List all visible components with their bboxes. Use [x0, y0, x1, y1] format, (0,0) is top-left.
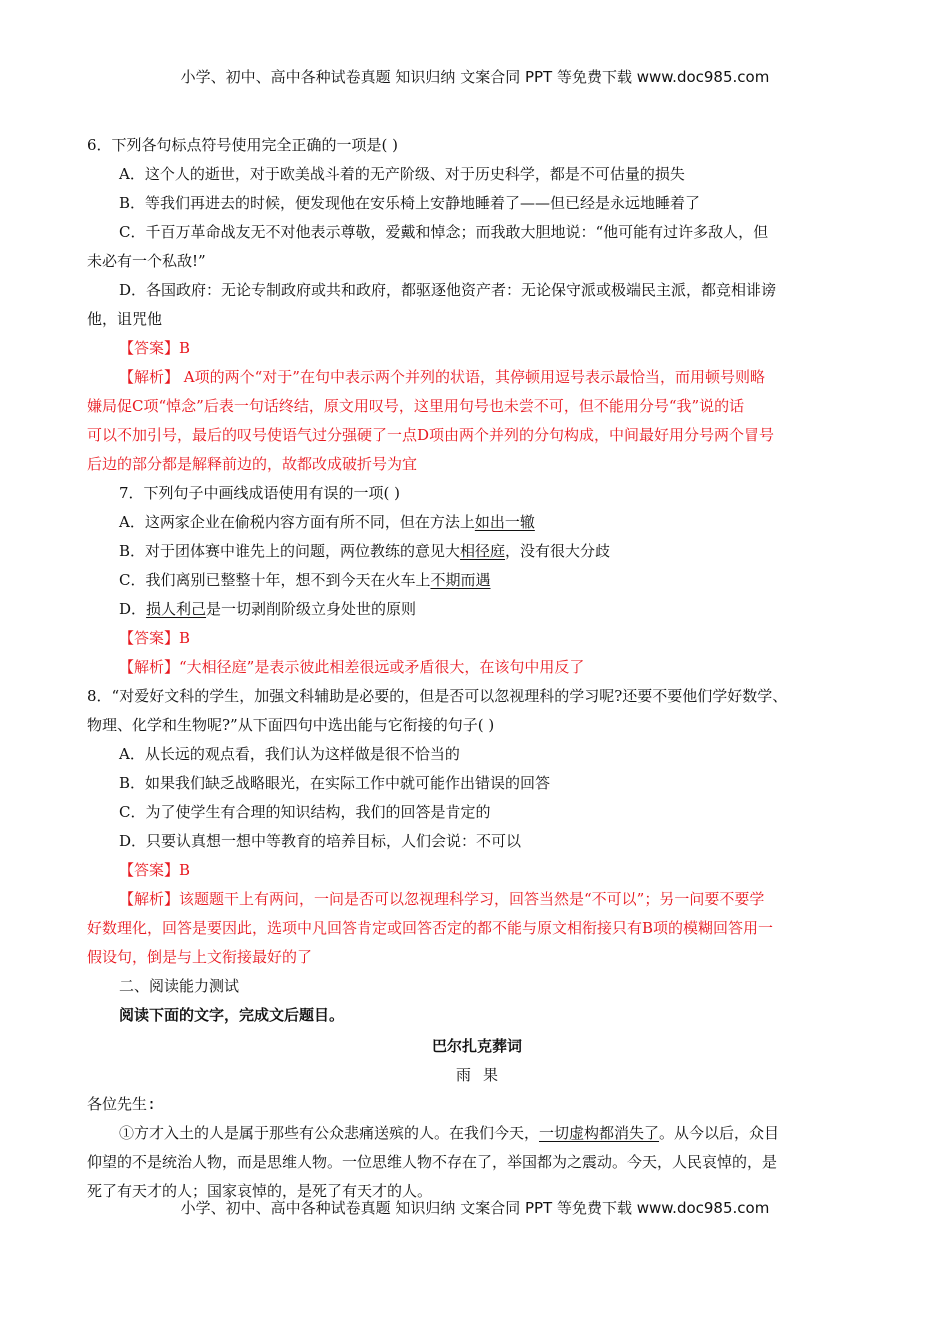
analysis-text: A项的两个“对于”在句中表示两个并列的状语，其停顿用逗号表示最恰当，而用顿号则略 — [179, 368, 765, 386]
q8-option-d: D．只要认真想一想中等教育的培养目标，人们会说：不可以 — [119, 832, 522, 850]
answer-value: B — [179, 861, 191, 879]
option-text: A．这两家企业在偷税内容方面有所不同，但在方法上 — [119, 513, 475, 531]
passage-text: ①方才入土的人是属于那些有公众悲痛送殡的人。在我们今天， — [119, 1124, 540, 1142]
answer-value: B — [179, 339, 191, 357]
option-text-tail: 是一切剥削阶级立身处世的原则 — [206, 600, 417, 618]
answer-label: 【答案】 — [119, 629, 180, 647]
q6-option-b: B．等我们再进去的时候，便发现他在安乐椅上安静地睡着了——但已经是永远地睡着了 — [119, 194, 701, 212]
q6-option-c-cont: 未必有一个私敌!” — [87, 252, 206, 270]
answer-label: 【答案】 — [119, 861, 180, 879]
analysis-label: 【解析】 — [119, 658, 180, 676]
passage-salutation: 各位先生: — [87, 1095, 157, 1113]
analysis-label: 【解析】 — [119, 368, 180, 386]
q7-answer — [87, 624, 867, 653]
passage-paragraph-1 — [87, 1119, 867, 1148]
q8-answer — [87, 856, 867, 885]
q7-analysis — [87, 653, 867, 682]
q8-option-b: B．如果我们缺乏战略眼光，在实际工作中就可能作出错误的回答 — [119, 774, 551, 792]
q6-stem: 6．下列各句标点符号使用完全正确的一项是( ) — [87, 136, 399, 154]
q6-analysis-2: 嫌局促C项“悼念”后表一句话终结，原文用叹号，这里用句号也未尝不可，但不能用分号“我”说的话 — [87, 397, 745, 415]
reading-instruction: 阅读下面的文字，完成文后题目。 — [119, 1006, 345, 1024]
q6-analysis-3: 可以不加引号，最后的叹号使语气过分强硬了一点D项由两个并列的分句构成，中间最好用分号两个冒号 — [87, 426, 775, 444]
underlined-phrase: 一切虚构都消失了 — [539, 1124, 660, 1142]
underlined-idiom: 损人利己 — [146, 600, 207, 618]
q7-option-a — [87, 508, 867, 537]
q7-option-c — [87, 566, 867, 595]
answer-value: B — [179, 629, 191, 647]
q6-analysis — [87, 363, 867, 392]
answer-label: 【答案】 — [119, 339, 180, 357]
q8-stem-cont: 物理、化学和生物呢?”从下面四句中选出能与它衔接的句子( ) — [87, 716, 495, 734]
q8-option-c: C．为了使学生有合理的知识结构，我们的回答是肯定的 — [119, 803, 491, 821]
passage-text-tail: 。从今以后，众目 — [659, 1124, 780, 1142]
q6-analysis-4: 后边的部分都是解释前边的，故都改成破折号为宜 — [87, 455, 418, 473]
q7-option-b — [87, 537, 867, 566]
option-text: D． — [119, 600, 147, 618]
q6-option-c: C．千百万革命战友无不对他表示尊敬，爱戴和悼念；而我敢大胆地说：“他可能有过许多敌人，但 — [119, 223, 769, 241]
q6-answer — [87, 334, 867, 363]
q6-option-d: D．各国政府：无论专制政府或共和政府，都驱逐他资产者：无论保守派或极端民主派，都竞相诽谤 — [119, 281, 777, 299]
q8-stem: 8．“对爱好文科的学生，加强文科辅助是必要的，但是否可以忽视理科的学习呢?还要不要他们学好数学、 — [87, 687, 788, 705]
q7-option-d — [87, 595, 867, 624]
option-text: C．我们离别已整整十年，想不到今天在火车上 — [119, 571, 431, 589]
passage-paragraph-1-line-2: 仰望的不是统治人物，而是思维人物。一位思维人物不存在了，举国都为之震动。今天，人民哀悼的，是 — [87, 1153, 778, 1171]
q7-stem: 7．下列句子中画线成语使用有误的一项( ) — [119, 484, 401, 502]
analysis-text: 该题题干上有两问，一问是否可以忽视理科学习，回答当然是“不可以”；另一问要不要学 — [179, 890, 765, 908]
author-char: 果 — [483, 1066, 499, 1084]
document-body — [87, 131, 867, 1206]
analysis-text: “大相径庭”是表示彼此相差很远或矛盾很大，在该句中用反了 — [179, 658, 585, 676]
q8-analysis-2: 好数理化，回答是要因此，选项中凡回答肯定或回答否定的都不能与原文相衔接只有B项的模糊回答用一 — [87, 919, 774, 937]
option-text: B．对于团体赛中谁先上的问题，两位教练的意见大 — [119, 542, 461, 560]
option-text-tail: ，没有很大分歧 — [505, 542, 611, 560]
passage-title: 巴尔扎克葬词 — [431, 1037, 522, 1055]
q6-option-a: A．这个人的逝世，对于欧美战斗着的无产阶级、对于历史科学，都是不可估量的损失 — [119, 165, 685, 183]
q8-option-a: A．从长远的观点看，我们认为这样做是很不恰当的 — [119, 745, 460, 763]
passage-author — [87, 1061, 867, 1090]
underlined-idiom: 不期而遇 — [430, 571, 491, 589]
q8-analysis-3: 假设句，倒是与上文衔接最好的了 — [87, 948, 313, 966]
section-heading: 二、阅读能力测试 — [119, 977, 240, 995]
q6-option-d-cont: 他，诅咒他 — [87, 310, 163, 328]
q8-analysis — [87, 885, 867, 914]
underlined-idiom: 如出一辙 — [474, 513, 535, 531]
author-char: 雨 — [455, 1066, 471, 1084]
page-footer: 小学、初中、高中各种试卷真题 知识归纳 文案合同 PPT 等免费下载 www.doc985.com — [180, 1199, 770, 1217]
passage-paragraph-1-line-3: 死了有天才的人；国家哀悼的，是死了有天才的人。 — [87, 1182, 433, 1200]
page-header: 小学、初中、高中各种试卷真题 知识归纳 文案合同 PPT 等免费下载 www.doc985.com — [180, 68, 770, 86]
underlined-idiom: 相径庭 — [460, 542, 506, 560]
analysis-label: 【解析】 — [119, 890, 180, 908]
